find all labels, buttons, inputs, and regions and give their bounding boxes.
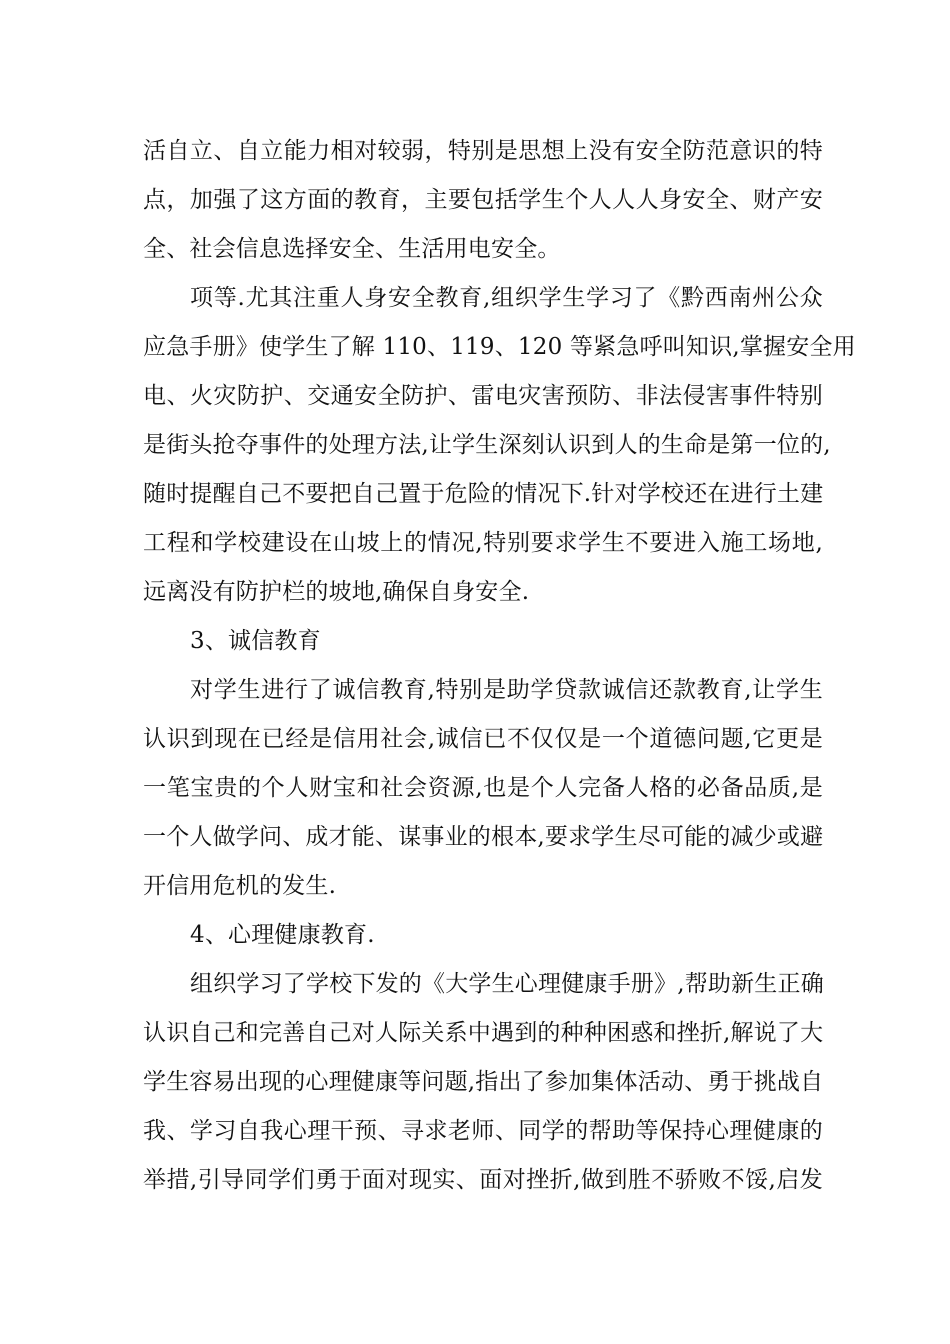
paragraph-line: 随时提醒自己不要把自己置于危险的情况下.针对学校还在进行土建 [143,481,824,507]
paragraph-line: 组织学习了学校下发的《大学生心理健康手册》,帮助新生正确 [190,971,824,997]
paragraph-line: 认识自己和完善自己对人际关系中遇到的种种困惑和挫折,解说了大 [143,1020,824,1046]
paragraph-line: 认识到现在已经是信用社会,诚信已不仅仅是一个道德问题,它更是 [143,726,823,752]
paragraph-line: 项等.尤其注重人身安全教育,组织学生学习了《黔西南州公众 [190,285,823,311]
section-heading: 4、心理健康教育. [190,922,375,948]
paragraph-line: 是街头抢夺事件的处理方法,让学生深刻认识到人的生命是第一位的, [143,432,831,458]
paragraph-line: 学生容易出现的心理健康等问题,指出了参加集体活动、勇于挑战自 [143,1069,824,1095]
paragraph-line: 我、学习自我心理干预、寻求老师、同学的帮助等保持心理健康的 [143,1118,823,1144]
paragraph-line: 开信用危机的发生. [143,873,337,899]
paragraph-line: 工程和学校建设在山坡上的情况,特别要求学生不要进入施工场地, [143,530,823,556]
paragraph-line: 电、火灾防护、交通安全防护、雷电灾害预防、非法侵害事件特别 [143,383,823,409]
paragraph-line: 一笔宝贵的个人财宝和社会资源,也是个人完备人格的必备品质,是 [143,775,823,801]
paragraph-line: 点，加强了这方面的教育，主要包括学生个人人人身安全、财产安 [143,187,823,213]
paragraph-line: 活自立、自立能力相对较弱，特别是思想上没有安全防范意识的特 [143,138,823,164]
paragraph-line: 举措,引导同学们勇于面对现实、面对挫折,做到胜不骄败不馁,启发 [143,1167,823,1193]
paragraph-line: 全、社会信息选择安全、生活用电安全。 [143,236,561,262]
paragraph-line: 应急手册》使学生了解 110、119、120 等紧急呼叫知识,掌握安全用 [143,334,856,360]
paragraph-line: 一个人做学问、成才能、谋事业的根本,要求学生尽可能的减少或避 [143,824,824,850]
section-heading: 3、诚信教育 [190,628,321,654]
paragraph-line: 远离没有防护栏的坡地,确保自身安全. [143,579,530,605]
paragraph-line: 对学生进行了诚信教育,特别是助学贷款诚信还款教育,让学生 [190,677,823,703]
